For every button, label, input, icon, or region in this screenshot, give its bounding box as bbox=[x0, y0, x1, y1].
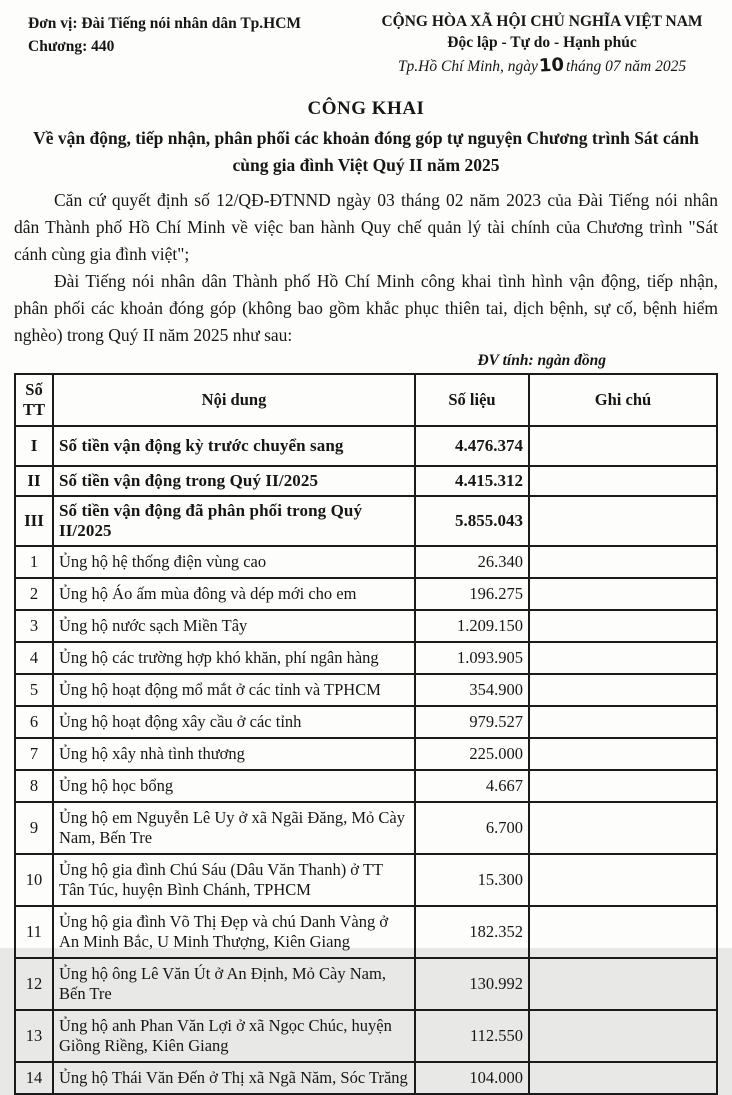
table-row bbox=[15, 642, 717, 674]
row-number: 1 bbox=[15, 546, 53, 578]
row-number: III bbox=[15, 496, 53, 546]
row-content: Ủng hộ hoạt động mổ mắt ở các tỉnh và TPHCM bbox=[53, 674, 415, 706]
table-row bbox=[15, 906, 717, 958]
table-row bbox=[15, 958, 717, 1010]
row-content: Ủng hộ gia đình Võ Thị Đẹp và chú Danh Vàng ở An Minh Bắc, U Minh Thượng, Kiên Giang bbox=[53, 906, 415, 958]
row-number: 4 bbox=[15, 642, 53, 674]
row-note bbox=[529, 770, 717, 802]
row-value: 354.900 bbox=[415, 674, 529, 706]
row-value: 26.340 bbox=[415, 546, 529, 578]
row-content: Ủng hộ gia đình Chú Sáu (Dâu Văn Thanh) ở TT Tân Túc, huyện Bình Chánh, TPHCM bbox=[53, 854, 415, 906]
table-row bbox=[15, 426, 717, 466]
row-number: 12 bbox=[15, 958, 53, 1010]
org-unit: Đơn vị: Đài Tiếng nói nhân dân Tp.HCM bbox=[28, 15, 302, 32]
table-row bbox=[15, 546, 717, 578]
row-number: 13 bbox=[15, 1010, 53, 1062]
national-motto-line1: CỘNG HÒA XÃ HỘI CHỦ NGHĨA VIỆT NAM bbox=[381, 13, 703, 30]
row-note bbox=[529, 958, 717, 1010]
row-content: Ủng hộ Thái Văn Đến ở Thị xã Ngã Năm, Sóc Trăng bbox=[53, 1062, 415, 1094]
row-note bbox=[529, 1010, 717, 1062]
table-row bbox=[15, 802, 717, 854]
row-content: Ủng hộ anh Phan Văn Lợi ở xã Ngọc Chúc, huyện Giồng Riềng, Kiên Giang bbox=[53, 1010, 415, 1062]
row-content: Ủng hộ em Nguyễn Lê Uy ở xã Ngãi Đăng, Mỏ Cày Nam, Bến Tre bbox=[53, 802, 415, 854]
row-content: Ủng hộ các trường hợp khó khăn, phí ngân hàng bbox=[53, 642, 415, 674]
header-so-lieu: Số liệu bbox=[415, 374, 529, 426]
body-text bbox=[14, 187, 718, 349]
row-content: Số tiền vận động trong Quý II/2025 bbox=[53, 466, 415, 496]
table-row bbox=[15, 1010, 717, 1062]
row-value: 196.275 bbox=[415, 578, 529, 610]
org-block bbox=[14, 12, 301, 58]
row-number: 3 bbox=[15, 610, 53, 642]
row-note bbox=[529, 642, 717, 674]
row-number: 2 bbox=[15, 578, 53, 610]
header-ghi-chu: Ghi chú bbox=[529, 374, 717, 426]
row-number: I bbox=[15, 426, 53, 466]
row-note bbox=[529, 610, 717, 642]
table-row bbox=[15, 854, 717, 906]
row-content: Số tiền vận động kỳ trước chuyển sang bbox=[53, 426, 415, 466]
row-note bbox=[529, 854, 717, 906]
row-value: 5.855.043 bbox=[415, 496, 529, 546]
row-number: 10 bbox=[15, 854, 53, 906]
date-line bbox=[366, 55, 718, 79]
table-row bbox=[15, 674, 717, 706]
handwritten-day: 10 bbox=[538, 54, 565, 77]
row-note bbox=[529, 466, 717, 496]
table-row bbox=[15, 1062, 717, 1094]
table-row bbox=[15, 770, 717, 802]
row-value: 104.000 bbox=[415, 1062, 529, 1094]
row-value: 4.476.374 bbox=[415, 426, 529, 466]
row-number: 8 bbox=[15, 770, 53, 802]
row-note bbox=[529, 906, 717, 958]
row-note bbox=[529, 546, 717, 578]
table-row bbox=[15, 706, 717, 738]
row-note bbox=[529, 802, 717, 854]
table-row bbox=[15, 610, 717, 642]
row-content: Ủng hộ nước sạch Miền Tây bbox=[53, 610, 415, 642]
table-row bbox=[15, 496, 717, 546]
row-value: 6.700 bbox=[415, 802, 529, 854]
paragraph-legal-basis: Căn cứ quyết định số 12/QĐ-ĐTNND ngày 03 tháng 02 năm 2023 của Đài Tiếng nói nhân dân Thành phố Hồ Chí Minh về việc ban hành Quy chế quản lý tài chính của Chương trình "Sát cánh cùng gia đình việt"; bbox=[14, 190, 718, 264]
row-value: 979.527 bbox=[415, 706, 529, 738]
row-note bbox=[529, 706, 717, 738]
row-value: 112.550 bbox=[415, 1010, 529, 1062]
row-note bbox=[529, 496, 717, 546]
document-title: CÔNG KHAI bbox=[307, 98, 425, 119]
row-number: 6 bbox=[15, 706, 53, 738]
row-note bbox=[529, 426, 717, 466]
paragraph-disclosure: Đài Tiếng nói nhân dân Thành phố Hồ Chí Minh công khai tình hình vận động, tiếp nhận, phân phối các khoản đóng góp (không bao gồm khắc phục thiên tai, dịch bệnh, sự cố, bệnh hiểm nghèo) trong Quý II năm 2025 như sau: bbox=[14, 271, 718, 345]
table-header-row bbox=[15, 374, 717, 426]
row-note bbox=[529, 674, 717, 706]
row-note bbox=[529, 578, 717, 610]
date-prefix: Tp.Hồ Chí Minh, ngày bbox=[397, 58, 538, 75]
row-number: 9 bbox=[15, 802, 53, 854]
row-value: 15.300 bbox=[415, 854, 529, 906]
row-content: Ủng hộ hệ thống điện vùng cao bbox=[53, 546, 415, 578]
header-noi-dung: Nội dung bbox=[53, 374, 415, 426]
row-value: 4.667 bbox=[415, 770, 529, 802]
row-note bbox=[529, 738, 717, 770]
header-stt: Số TT bbox=[15, 374, 53, 426]
row-value: 225.000 bbox=[415, 738, 529, 770]
table-row bbox=[15, 578, 717, 610]
row-content: Ủng hộ hoạt động xây cầu ở các tỉnh bbox=[53, 706, 415, 738]
row-value: 182.352 bbox=[415, 906, 529, 958]
row-number: 7 bbox=[15, 738, 53, 770]
row-note bbox=[529, 1062, 717, 1094]
currency-unit-note: ĐV tính: ngàn đồng bbox=[477, 352, 606, 369]
table-row bbox=[15, 466, 717, 496]
row-content: Ủng hộ xây nhà tình thương bbox=[53, 738, 415, 770]
national-header bbox=[366, 12, 718, 79]
row-value: 1.093.905 bbox=[415, 642, 529, 674]
national-motto-line2: Độc lập - Tự do - Hạnh phúc bbox=[447, 34, 637, 51]
disclosure-table bbox=[14, 373, 718, 1095]
row-content: Ủng hộ Áo ấm mùa đông và dép mới cho em bbox=[53, 578, 415, 610]
title-block bbox=[14, 97, 718, 179]
row-value: 130.992 bbox=[415, 958, 529, 1010]
row-number: 5 bbox=[15, 674, 53, 706]
table-row bbox=[15, 738, 717, 770]
row-number: II bbox=[15, 466, 53, 496]
row-value: 4.415.312 bbox=[415, 466, 529, 496]
row-content: Ủng hộ ông Lê Văn Út ở An Định, Mỏ Cày Nam, Bến Tre bbox=[53, 958, 415, 1010]
date-suffix: tháng 07 năm 2025 bbox=[565, 58, 687, 75]
row-content: Số tiền vận động đã phân phối trong Quý II/2025 bbox=[53, 496, 415, 546]
row-content: Ủng hộ học bổng bbox=[53, 770, 415, 802]
row-number: 11 bbox=[15, 906, 53, 958]
document-subtitle: Về vận động, tiếp nhận, phân phối các khoản đóng góp tự nguyện Chương trình Sát cánh cùng gia đình Việt Quý II năm 2025 bbox=[33, 128, 699, 175]
row-value: 1.209.150 bbox=[415, 610, 529, 642]
row-number: 14 bbox=[15, 1062, 53, 1094]
org-chapter: Chương: 440 bbox=[28, 38, 115, 55]
document-header bbox=[14, 12, 718, 79]
